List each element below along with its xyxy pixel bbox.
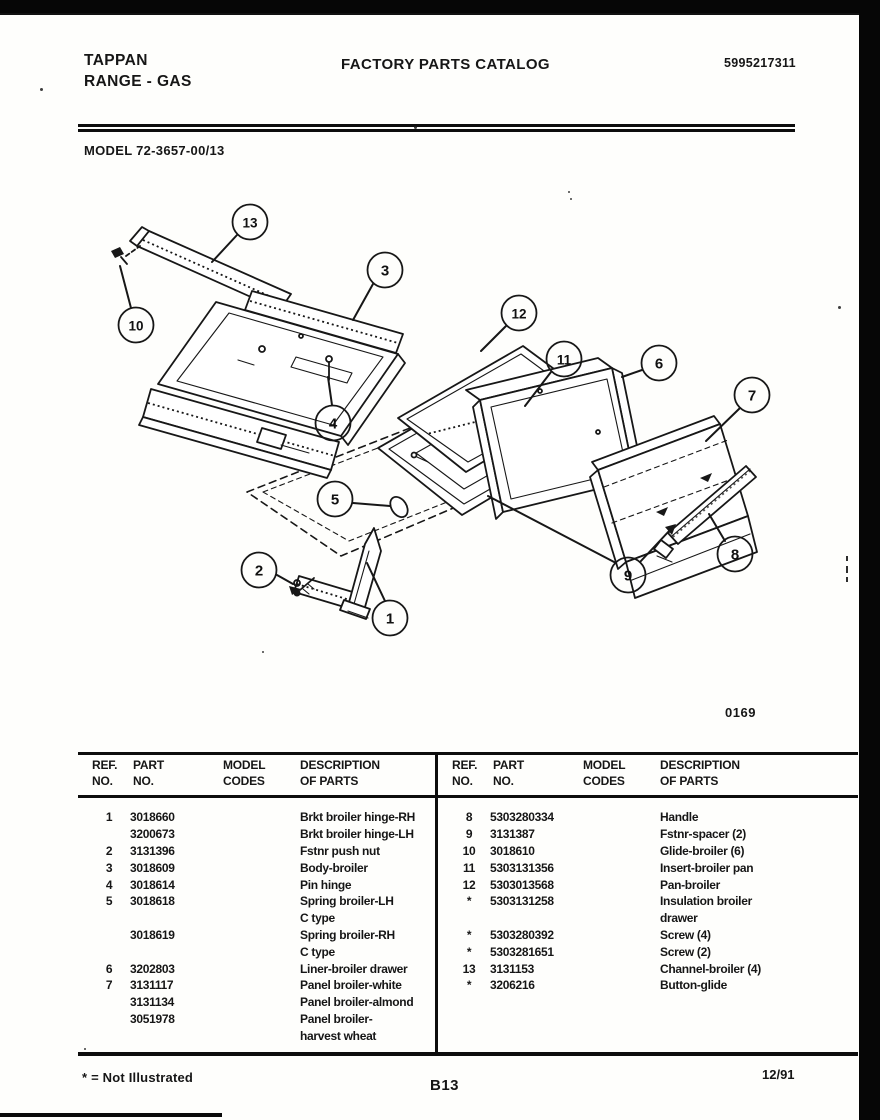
part-spring	[387, 494, 412, 521]
desc-cell: Fstnr-spacer (2)	[660, 827, 746, 842]
model-codes-col-header: MODEL CODES	[583, 758, 626, 788]
desc-cell: Pan-broiler	[660, 877, 721, 892]
scan-speck	[838, 306, 841, 309]
table-row	[448, 859, 792, 876]
table-row	[88, 893, 432, 910]
callout-10	[119, 308, 154, 343]
desc-cell: Brkt broiler hinge-RH	[300, 810, 416, 825]
table-row	[88, 910, 432, 927]
scan-speck	[846, 556, 848, 561]
part-col-header: PART NO.	[493, 758, 524, 788]
svg-text:8: 8	[730, 546, 740, 564]
desc-cell: Handle	[660, 810, 699, 825]
scan-line-bottom	[0, 1113, 222, 1117]
callout-7	[735, 378, 770, 413]
desc-cell: Fstnr push nut	[300, 843, 380, 858]
table-rule-header	[78, 795, 858, 798]
svg-text:7: 7	[747, 387, 757, 405]
scan-speck	[414, 126, 417, 129]
desc-cell: Screw (2)	[660, 944, 711, 959]
part-cell: 3131134	[130, 995, 174, 1010]
ref-cell: 1	[105, 810, 113, 825]
desc-cell: Channel-broiler (4)	[660, 961, 761, 976]
brand-name: TAPPAN	[84, 52, 148, 69]
part-cell: 3200673	[130, 827, 175, 842]
part-cell: 3131117	[130, 978, 174, 993]
ref-cell: *	[466, 927, 472, 942]
ref-cell: 4	[105, 877, 113, 892]
table-row	[88, 826, 432, 843]
table-row	[448, 876, 792, 893]
svg-text:9: 9	[623, 567, 633, 585]
svg-text:2: 2	[254, 562, 264, 580]
brand-product-type: RANGE - GAS	[84, 73, 192, 90]
desc-cell: Body-broiler	[300, 860, 368, 875]
desc-cell: Insert-broiler pan	[660, 860, 754, 875]
part-cell: 3202803	[130, 961, 175, 976]
ref-cell: 2	[105, 843, 113, 858]
part-cell: 3206216	[490, 978, 535, 993]
table-row	[88, 927, 432, 944]
table-row	[88, 960, 432, 977]
diagram-page-code: 0169	[725, 705, 756, 720]
ref-cell: *	[466, 978, 472, 993]
table-rule-top	[78, 752, 858, 755]
table-row	[448, 826, 792, 843]
table-row	[88, 1027, 432, 1044]
model-codes-col-header: MODEL CODES	[223, 758, 266, 788]
part-cell: 3018610	[490, 843, 535, 858]
svg-text:10: 10	[128, 318, 144, 334]
callout-12	[502, 296, 537, 331]
ref-cell: 8	[465, 810, 473, 825]
ref-col-header: REF. NO.	[452, 758, 478, 788]
callout-13	[233, 205, 268, 240]
desc-cell: Spring broiler-RH	[300, 927, 395, 942]
table-row	[88, 876, 432, 893]
desc-cell: drawer	[660, 911, 698, 926]
desc-cell: Panel broiler-	[300, 1011, 373, 1026]
header-rule-2	[78, 129, 795, 132]
table-row	[88, 977, 432, 994]
svg-text:4: 4	[328, 415, 338, 433]
svg-text:5: 5	[330, 491, 340, 509]
svg-text:13: 13	[242, 215, 258, 231]
part-cell: 3018609	[130, 860, 175, 875]
catalog-title: FACTORY PARTS CATALOG	[341, 56, 550, 73]
desc-cell: Panel broiler-white	[300, 978, 402, 993]
parts-list-right	[448, 809, 792, 994]
ref-cell: 13	[462, 961, 476, 976]
callout-2	[242, 553, 277, 588]
part-cell: 3131387	[490, 827, 535, 842]
header-rule-1	[78, 124, 795, 127]
part-cell: 3018618	[130, 894, 175, 909]
part-col-header: PART NO.	[133, 758, 164, 788]
part-cell: 5303280392	[490, 927, 554, 942]
scan-speck	[84, 1048, 86, 1050]
ref-cell: 6	[105, 961, 113, 976]
scan-speck	[570, 198, 572, 200]
table-row	[448, 927, 792, 944]
desc-cell: harvest wheat	[300, 1028, 377, 1043]
part-cell: 3018660	[130, 810, 175, 825]
part-cell: 3131153	[490, 961, 534, 976]
desc-cell: Glide-broiler (6)	[660, 843, 745, 858]
part-cell: 5303281651	[490, 944, 554, 959]
table-row	[88, 1011, 432, 1028]
part-body-broiler	[139, 291, 405, 478]
scan-speck	[568, 191, 570, 193]
desc-cell: Brkt broiler hinge-LH	[300, 827, 414, 842]
desc-cell: C type	[300, 944, 335, 959]
table-row	[448, 843, 792, 860]
desc-cell: Screw (4)	[660, 927, 711, 942]
part-cell: 5303131356	[490, 860, 554, 875]
scan-speck	[846, 577, 848, 582]
callout-5	[318, 482, 353, 517]
part-cell: 5303013568	[490, 877, 554, 892]
desc-cell: Panel broiler-almond	[300, 995, 414, 1010]
desc-cell: Insulation broiler	[660, 894, 752, 909]
desc-cell: Pin hinge	[300, 877, 352, 892]
scan-speck	[846, 566, 848, 573]
table-row	[88, 843, 432, 860]
ref-cell: 11	[462, 860, 476, 875]
desc-cell: Button-glide	[660, 978, 728, 993]
svg-text:3: 3	[380, 262, 390, 280]
part-cell: 3131396	[130, 843, 175, 858]
part-cell: 3018614	[130, 877, 175, 892]
part-cell: 3051978	[130, 1011, 175, 1026]
svg-text:1: 1	[385, 610, 395, 628]
desc-cell: Spring broiler-LH	[300, 894, 394, 909]
table-row	[448, 977, 792, 994]
ref-cell: 5	[105, 894, 113, 909]
ref-cell: 10	[462, 843, 476, 858]
part-cell: 5303131258	[490, 894, 554, 909]
scan-speck	[262, 651, 264, 653]
table-row	[448, 910, 792, 927]
part-hinge-bracket	[294, 528, 381, 619]
model-label: MODEL 72-3657-00/13	[84, 143, 225, 158]
parts-diagram	[0, 185, 880, 715]
description-col-header: DESCRIPTION OF PARTS	[300, 758, 380, 788]
callout-3	[368, 253, 403, 288]
table-row	[448, 893, 792, 910]
table-row	[88, 943, 432, 960]
table-rule-bottom	[78, 1052, 858, 1056]
scan-band-top	[0, 0, 880, 15]
brand-block	[84, 50, 192, 92]
table-row	[88, 859, 432, 876]
table-vertical-divider	[435, 752, 438, 1056]
part-cell: 3018619	[130, 927, 175, 942]
table-row	[448, 960, 792, 977]
svg-text:11: 11	[556, 352, 572, 368]
ref-col-header: REF. NO.	[92, 758, 118, 788]
revision-date: 12/91	[762, 1067, 795, 1082]
table-row	[88, 809, 432, 826]
parts-list-left	[88, 809, 432, 1044]
part-cell: 5303280334	[490, 810, 554, 825]
ref-cell: 9	[465, 827, 473, 842]
part-screw-hinge	[111, 246, 140, 264]
ref-cell: 12	[462, 877, 476, 892]
scan-speck	[40, 88, 43, 91]
ref-cell: 3	[105, 860, 113, 875]
not-illustrated-note: * = Not Illustrated	[82, 1070, 194, 1085]
column-headers-left	[88, 757, 432, 789]
desc-cell: Liner-broiler drawer	[300, 961, 408, 976]
catalog-number: 5995217311	[724, 56, 796, 70]
ref-cell: *	[466, 894, 472, 909]
description-col-header: DESCRIPTION OF PARTS	[660, 758, 740, 788]
ref-cell: 7	[105, 978, 113, 993]
svg-text:6: 6	[654, 355, 664, 373]
callout-6	[642, 346, 677, 381]
column-headers-right	[448, 757, 792, 789]
table-row	[88, 994, 432, 1011]
page-number: B13	[430, 1077, 460, 1094]
desc-cell: C type	[300, 911, 335, 926]
table-row	[448, 809, 792, 826]
ref-cell: *	[466, 944, 472, 959]
table-row	[448, 943, 792, 960]
svg-text:12: 12	[511, 306, 527, 322]
callout-1	[373, 601, 408, 636]
